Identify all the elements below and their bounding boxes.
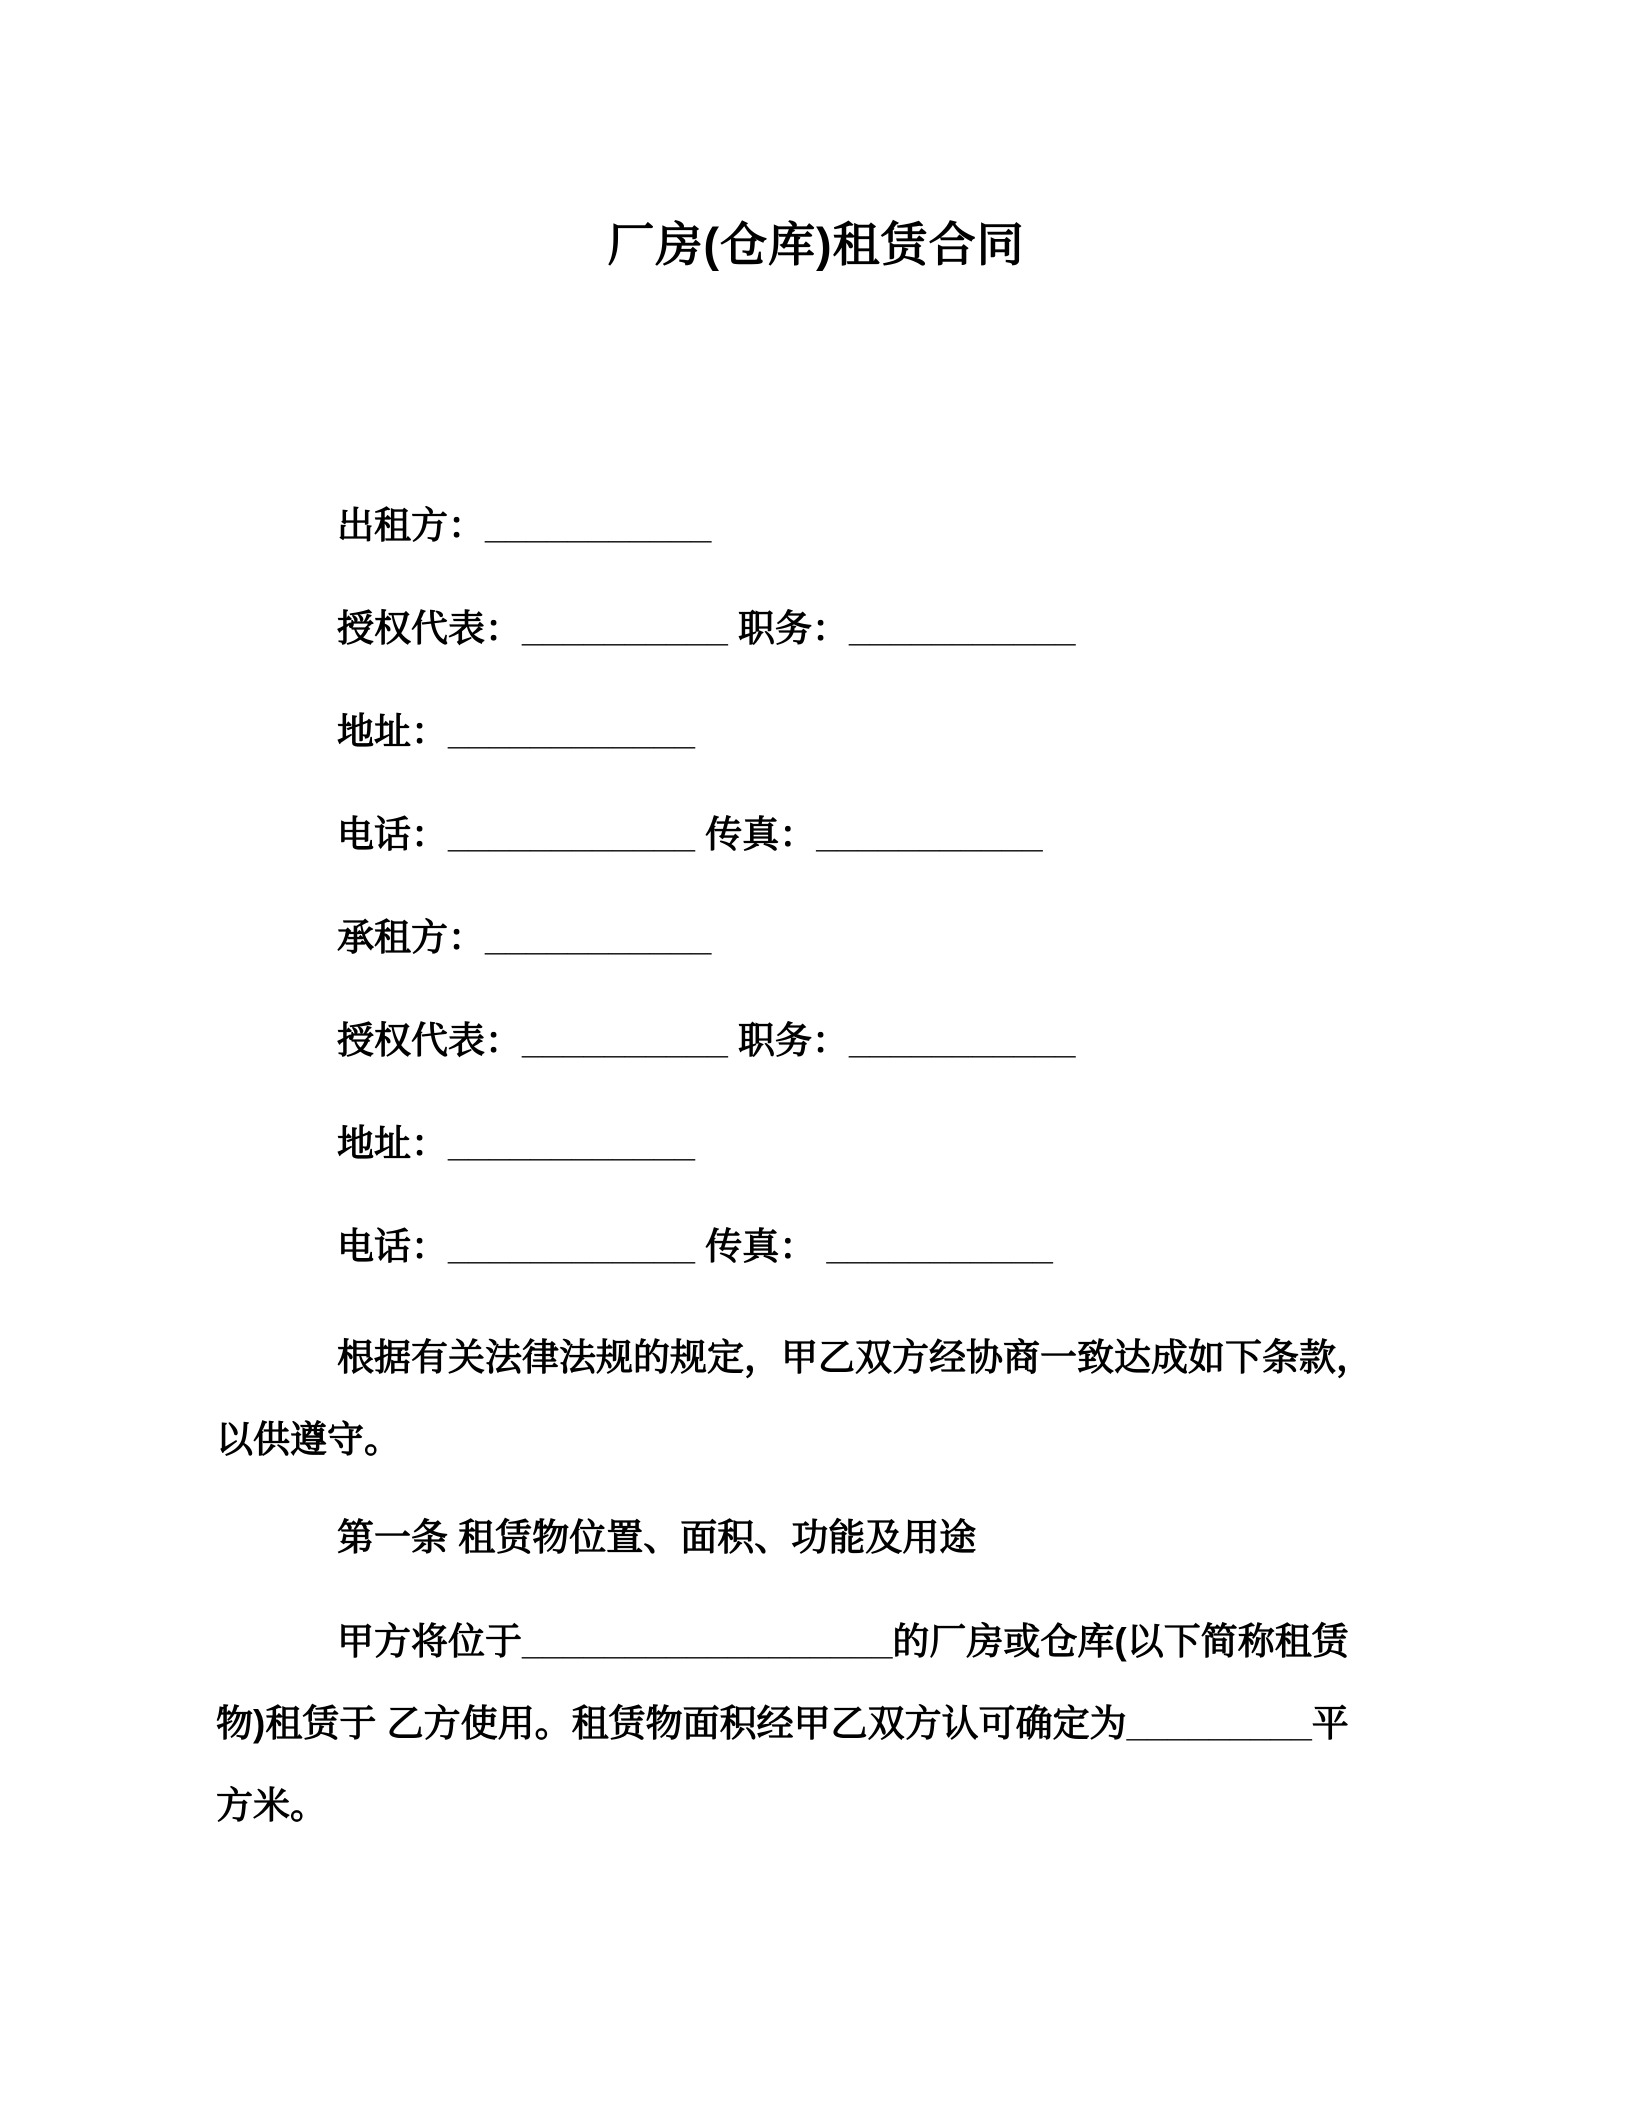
lessee-address-line: 地址：____________ — [337, 1123, 695, 1164]
lessee-phone-fax-line: 电话：____________ 传真： ___________ — [337, 1226, 1053, 1267]
article-1-paragraph-line-3: 方米。 — [216, 1785, 327, 1826]
lessee-line: 承租方：___________ — [337, 917, 712, 958]
intro-paragraph-line-1: 根据有关法律法规的规定，甲乙双方经协商一致达成如下条款， — [337, 1337, 1373, 1378]
article-1-paragraph-line-1: 甲方将位于__________________的厂房或仓库(以下简称租赁 — [337, 1621, 1349, 1662]
party-info-section — [216, 474, 1416, 1298]
article-1-heading: 第一条 租赁物位置、面积、功能及用途 — [337, 1517, 977, 1558]
lessor-representative-line: 授权代表：__________ 职务：___________ — [337, 608, 1076, 649]
article-1-paragraph-line-2: 物)租赁于 乙方使用。租赁物面积经甲乙双方认可确定为_________平 — [216, 1703, 1349, 1744]
intro-paragraph-line-2: 以供遵守。 — [216, 1419, 401, 1460]
intro-paragraph — [216, 1317, 1416, 1481]
lessor-address-line: 地址：____________ — [337, 711, 695, 752]
article-1-paragraph — [216, 1601, 1416, 1847]
document-title: 厂房(仓库)租赁合同 — [607, 218, 1025, 271]
lessor-phone-fax-line: 电话：____________ 传真：___________ — [337, 814, 1043, 855]
lessor-line: 出租方：___________ — [337, 505, 712, 546]
lessee-representative-line: 授权代表：__________ 职务：___________ — [337, 1020, 1076, 1061]
